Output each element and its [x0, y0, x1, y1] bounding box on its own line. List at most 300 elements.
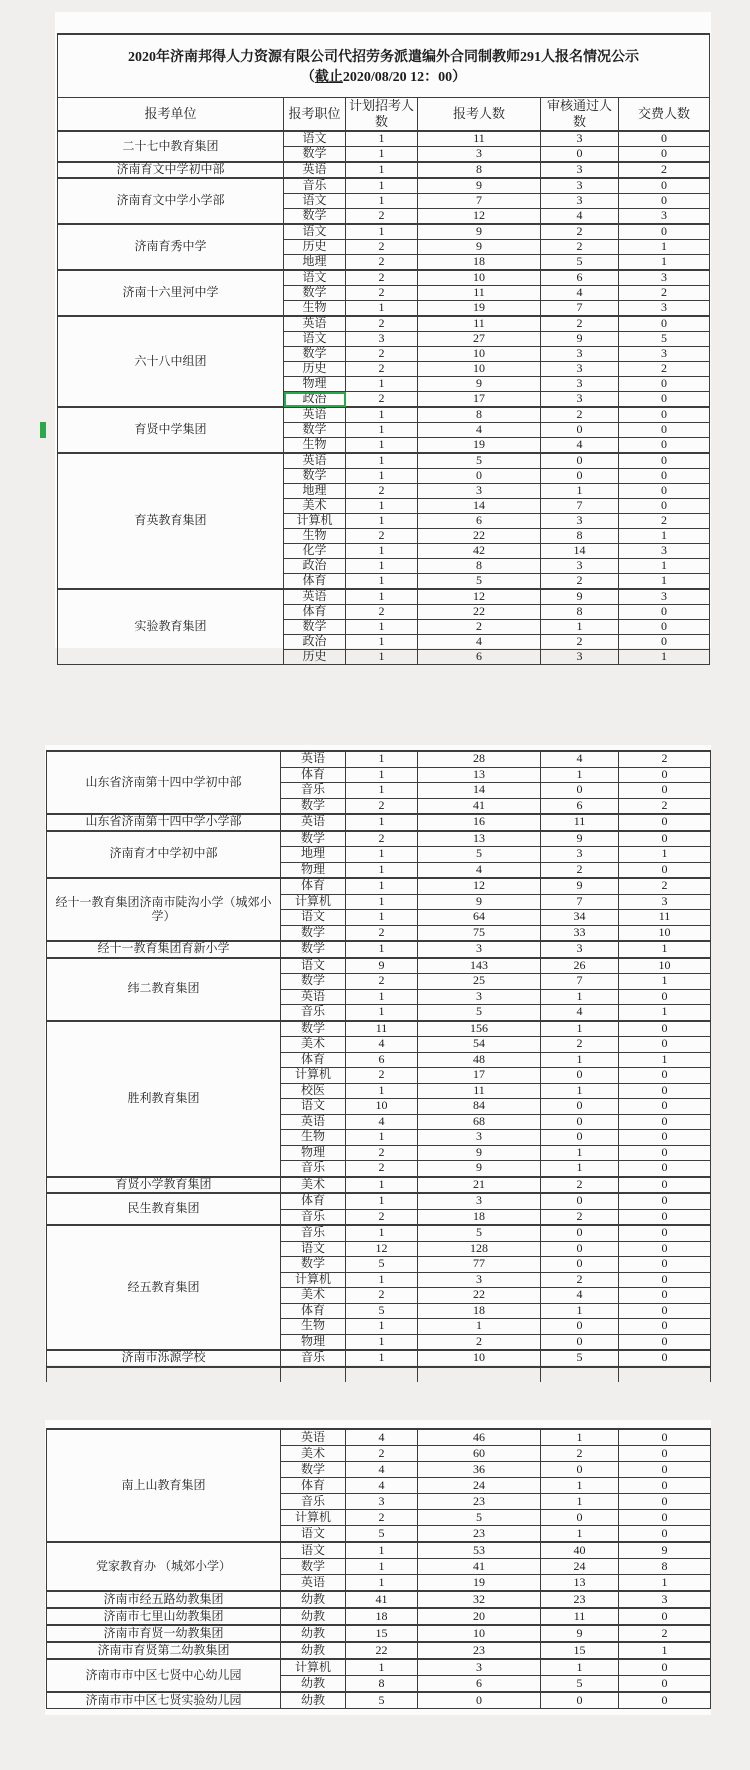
subject-cell: 语文 — [281, 910, 346, 926]
value-cell: 9 — [346, 958, 418, 974]
subject-cell: 数学 — [284, 423, 346, 438]
subject-cell: 历史 — [284, 362, 346, 377]
value-cell: 4 — [346, 1462, 418, 1478]
value-cell: 34 — [541, 910, 619, 926]
subject-cell: 数学 — [281, 831, 346, 847]
subject-cell: 幼教 — [281, 1642, 346, 1659]
value-cell: 1 — [346, 1225, 418, 1241]
value-cell: 3 — [619, 544, 710, 559]
value-cell: 2 — [541, 316, 619, 332]
subject-cell: 音乐 — [281, 1350, 346, 1367]
truncated-row — [47, 1367, 711, 1383]
value-cell: 3 — [619, 347, 710, 362]
value-cell: 0 — [418, 1692, 541, 1709]
value-cell: 10 — [418, 362, 541, 377]
table-row — [47, 1591, 711, 1608]
subject-cell: 音乐 — [284, 178, 346, 194]
subject-cell: 生物 — [281, 1130, 346, 1146]
value-cell: 3 — [346, 332, 418, 347]
subject-cell: 幼教 — [281, 1591, 346, 1608]
table-row — [47, 1642, 711, 1659]
value-cell: 0 — [619, 1161, 711, 1177]
value-cell: 36 — [418, 1462, 541, 1478]
table-row — [47, 1021, 711, 1037]
value-cell: 26 — [541, 958, 619, 974]
value-cell: 0 — [541, 469, 619, 484]
value-cell: 5 — [418, 453, 541, 469]
value-cell: 1 — [541, 1021, 619, 1037]
unit-cell: 济南市育贤第二幼教集团 — [47, 1642, 281, 1659]
value-cell: 10 — [418, 1625, 541, 1642]
unit-cell: 实验教育集团 — [58, 589, 284, 665]
subject-cell: 音乐 — [281, 1209, 346, 1225]
subject-cell: 计算机 — [281, 1659, 346, 1676]
selection-edge-artifact — [40, 422, 46, 438]
value-cell: 1 — [541, 1526, 619, 1543]
value-cell: 1 — [346, 1272, 418, 1288]
table-row — [58, 224, 710, 240]
value-cell: 22 — [418, 529, 541, 544]
value-cell: 0 — [619, 1037, 711, 1053]
value-cell: 2 — [346, 798, 418, 814]
subject-cell: 地理 — [284, 255, 346, 271]
value-cell: 0 — [619, 178, 710, 194]
value-cell: 2 — [346, 347, 418, 362]
subject-cell: 美术 — [281, 1037, 346, 1053]
subject-cell: 英语 — [281, 1429, 346, 1446]
value-cell: 6 — [541, 798, 619, 814]
value-cell: 2 — [346, 605, 418, 620]
value-cell: 1 — [346, 783, 418, 799]
subject-cell: 校医 — [281, 1083, 346, 1099]
table-block-1 — [55, 12, 711, 664]
col-header-paid: 交费人数 — [619, 98, 710, 132]
value-cell: 8 — [418, 407, 541, 423]
empty-cell — [346, 1367, 418, 1383]
unit-cell: 济南市育贤一幼教集团 — [47, 1625, 281, 1642]
subject-cell: 体育 — [281, 1193, 346, 1209]
value-cell: 3 — [541, 377, 619, 392]
value-cell: 2 — [541, 635, 619, 650]
value-cell: 1 — [346, 635, 418, 650]
value-cell: 5 — [541, 1676, 619, 1693]
value-cell: 13 — [418, 831, 541, 847]
value-cell: 0 — [619, 1303, 711, 1319]
subject-cell: 语文 — [284, 332, 346, 347]
unit-cell: 济南育文中学小学部 — [58, 178, 284, 224]
subject-cell: 英语 — [284, 316, 346, 332]
unit-cell: 济南育才中学初中部 — [47, 831, 281, 879]
subject-cell: 英语 — [284, 589, 346, 605]
value-cell: 0 — [619, 605, 710, 620]
value-cell: 6 — [346, 1052, 418, 1068]
value-cell: 5 — [346, 1526, 418, 1543]
empty-cell — [47, 1367, 281, 1383]
value-cell: 0 — [541, 1319, 619, 1335]
value-cell: 2 — [541, 240, 619, 255]
subject-cell: 数学 — [284, 286, 346, 301]
unit-cell: 南上山教育集团 — [47, 1429, 281, 1542]
subject-cell: 数学 — [284, 620, 346, 635]
subject-cell: 英语 — [284, 453, 346, 469]
value-cell: 1 — [346, 514, 418, 529]
value-cell: 1 — [346, 814, 418, 831]
value-cell: 1 — [346, 1177, 418, 1194]
subject-cell: 数学 — [284, 347, 346, 362]
value-cell: 6 — [418, 1676, 541, 1693]
value-cell: 5 — [418, 1005, 541, 1021]
subject-cell: 政治 — [284, 559, 346, 574]
table-row — [47, 1542, 711, 1559]
value-cell: 1 — [346, 499, 418, 514]
subject-cell: 语文 — [284, 131, 346, 147]
value-cell: 4 — [541, 286, 619, 301]
value-cell: 54 — [418, 1037, 541, 1053]
value-cell: 0 — [619, 1478, 711, 1494]
unit-cell: 胜利教育集团 — [47, 1021, 281, 1177]
value-cell: 1 — [619, 941, 711, 958]
value-cell: 2 — [541, 574, 619, 590]
subject-cell: 数学 — [284, 469, 346, 484]
value-cell: 75 — [418, 925, 541, 941]
value-cell: 22 — [418, 1288, 541, 1304]
value-cell: 1 — [541, 767, 619, 783]
table-row — [47, 941, 711, 958]
value-cell: 1 — [541, 484, 619, 499]
value-cell: 0 — [418, 469, 541, 484]
value-cell: 5 — [418, 1225, 541, 1241]
value-cell: 0 — [619, 1659, 711, 1676]
notice-title — [58, 34, 710, 98]
value-cell: 1 — [346, 1083, 418, 1099]
value-cell: 1 — [418, 1319, 541, 1335]
subject-cell: 英语 — [281, 989, 346, 1005]
subject-cell: 数学 — [281, 925, 346, 941]
value-cell: 19 — [418, 438, 541, 454]
value-cell: 0 — [619, 377, 710, 392]
value-cell: 4 — [418, 635, 541, 650]
unit-cell: 山东省济南第十四中学初中部 — [47, 751, 281, 814]
value-cell: 18 — [418, 1209, 541, 1225]
unit-cell: 济南市市中区七贤实验幼儿园 — [47, 1692, 281, 1709]
value-cell: 1 — [346, 544, 418, 559]
value-cell: 0 — [541, 1068, 619, 1084]
value-cell: 0 — [619, 767, 711, 783]
table-row — [47, 1429, 711, 1446]
value-cell: 1 — [346, 941, 418, 958]
table-row — [47, 751, 711, 767]
value-cell: 1 — [619, 1052, 711, 1068]
value-cell: 18 — [418, 255, 541, 271]
value-cell: 8 — [346, 1676, 418, 1693]
value-cell: 0 — [619, 392, 710, 408]
value-cell: 3 — [418, 147, 541, 163]
value-cell: 4 — [541, 751, 619, 767]
unit-cell: 六十八中组团 — [58, 316, 284, 407]
subject-cell: 数学 — [281, 1462, 346, 1478]
table-row — [47, 1177, 711, 1194]
value-cell: 0 — [619, 814, 711, 831]
value-cell: 2 — [541, 1177, 619, 1194]
value-cell: 11 — [541, 1608, 619, 1625]
value-cell: 7 — [541, 499, 619, 514]
value-cell: 11 — [346, 1021, 418, 1037]
value-cell: 128 — [418, 1241, 541, 1257]
subject-cell: 历史 — [284, 650, 346, 665]
value-cell: 23 — [541, 1591, 619, 1608]
value-cell: 2 — [541, 1446, 619, 1462]
table-row — [58, 589, 710, 605]
value-cell: 11 — [418, 131, 541, 147]
value-cell: 0 — [619, 989, 711, 1005]
subject-cell: 数学 — [281, 1559, 346, 1575]
subject-cell: 生物 — [284, 529, 346, 544]
value-cell: 3 — [541, 559, 619, 574]
value-cell: 3 — [418, 941, 541, 958]
value-cell: 3 — [418, 484, 541, 499]
subject-cell: 生物 — [281, 1319, 346, 1335]
value-cell: 0 — [541, 1510, 619, 1526]
value-cell: 1 — [346, 162, 418, 178]
subject-cell: 物理 — [281, 862, 346, 878]
value-cell: 3 — [541, 392, 619, 408]
value-cell: 3 — [418, 1193, 541, 1209]
value-cell: 1 — [346, 469, 418, 484]
subject-cell: 政治 — [284, 635, 346, 650]
value-cell: 0 — [619, 1068, 711, 1084]
value-cell: 7 — [541, 894, 619, 910]
value-cell: 3 — [418, 1130, 541, 1146]
subject-cell: 幼教 — [281, 1692, 346, 1709]
value-cell: 1 — [346, 224, 418, 240]
notice-title-line2: （截止2020/08/20 12：00） — [300, 70, 467, 85]
value-cell: 0 — [619, 1241, 711, 1257]
recruitment-table-page-2 — [46, 750, 711, 1382]
value-cell: 2 — [346, 270, 418, 286]
value-cell: 0 — [619, 1526, 711, 1543]
value-cell: 0 — [619, 620, 710, 635]
table-row — [47, 1225, 711, 1241]
value-cell: 64 — [418, 910, 541, 926]
value-cell: 9 — [418, 1161, 541, 1177]
value-cell: 2 — [346, 286, 418, 301]
value-cell: 1 — [346, 767, 418, 783]
value-cell: 1 — [619, 847, 711, 863]
subject-cell: 英语 — [281, 1575, 346, 1592]
col-header-position: 报考职位 — [284, 98, 346, 132]
value-cell: 9 — [418, 894, 541, 910]
selected-cell[interactable]: 政治 — [284, 392, 346, 408]
value-cell: 0 — [541, 1462, 619, 1478]
subject-cell: 体育 — [281, 1052, 346, 1068]
value-cell: 2 — [541, 224, 619, 240]
value-cell: 5 — [541, 255, 619, 271]
value-cell: 0 — [619, 1334, 711, 1350]
value-cell: 10 — [418, 1350, 541, 1367]
value-cell: 2 — [418, 1334, 541, 1350]
value-cell: 18 — [346, 1608, 418, 1625]
value-cell: 1 — [346, 574, 418, 590]
value-cell: 60 — [418, 1446, 541, 1462]
value-cell: 0 — [619, 131, 710, 147]
value-cell: 5 — [346, 1303, 418, 1319]
value-cell: 23 — [418, 1642, 541, 1659]
value-cell: 6 — [418, 514, 541, 529]
subject-cell: 生物 — [284, 301, 346, 317]
subject-cell: 语文 — [281, 1241, 346, 1257]
subject-cell: 体育 — [284, 574, 346, 590]
value-cell: 0 — [619, 783, 711, 799]
value-cell: 1 — [541, 1659, 619, 1676]
value-cell: 1 — [541, 1161, 619, 1177]
unit-cell: 济南市七里山幼教集团 — [47, 1608, 281, 1625]
value-cell: 0 — [619, 1193, 711, 1209]
value-cell: 2 — [541, 1272, 619, 1288]
value-cell: 1 — [541, 1052, 619, 1068]
value-cell: 3 — [619, 589, 710, 605]
value-cell: 42 — [418, 544, 541, 559]
value-cell: 0 — [619, 1099, 711, 1115]
unit-cell: 济南育秀中学 — [58, 224, 284, 270]
value-cell: 14 — [418, 499, 541, 514]
value-cell: 1 — [619, 1642, 711, 1659]
value-cell: 1 — [541, 1478, 619, 1494]
value-cell: 13 — [418, 767, 541, 783]
value-cell: 14 — [541, 544, 619, 559]
value-cell: 1 — [346, 1334, 418, 1350]
value-cell: 0 — [619, 1288, 711, 1304]
value-cell: 1 — [346, 147, 418, 163]
value-cell: 2 — [619, 1625, 711, 1642]
value-cell: 0 — [619, 469, 710, 484]
value-cell: 0 — [619, 1494, 711, 1510]
empty-cell — [418, 1367, 541, 1383]
value-cell: 0 — [619, 1319, 711, 1335]
value-cell: 20 — [418, 1608, 541, 1625]
table-row — [58, 316, 710, 332]
subject-cell: 语文 — [281, 958, 346, 974]
unit-cell: 育英教育集团 — [58, 453, 284, 589]
value-cell: 2 — [541, 1209, 619, 1225]
subject-cell: 音乐 — [281, 1005, 346, 1021]
value-cell: 10 — [619, 925, 711, 941]
value-cell: 9 — [541, 878, 619, 894]
value-cell: 3 — [541, 847, 619, 863]
value-cell: 5 — [619, 332, 710, 347]
value-cell: 2 — [346, 925, 418, 941]
value-cell: 1 — [346, 559, 418, 574]
value-cell: 2 — [619, 162, 710, 178]
subject-cell: 计算机 — [281, 1068, 346, 1084]
value-cell: 2 — [619, 798, 711, 814]
subject-cell: 语文 — [281, 1526, 346, 1543]
value-cell: 3 — [541, 941, 619, 958]
value-cell: 1 — [346, 878, 418, 894]
table-row — [47, 1608, 711, 1625]
table-row — [58, 131, 710, 147]
value-cell: 1 — [541, 1303, 619, 1319]
subject-cell: 音乐 — [281, 1494, 346, 1510]
value-cell: 1 — [346, 407, 418, 423]
value-cell: 2 — [619, 514, 710, 529]
value-cell: 3 — [346, 1494, 418, 1510]
value-cell: 3 — [541, 650, 619, 665]
value-cell: 4 — [541, 209, 619, 225]
value-cell: 1 — [346, 453, 418, 469]
value-cell: 0 — [619, 635, 710, 650]
value-cell: 2 — [346, 1446, 418, 1462]
value-cell: 7 — [541, 974, 619, 990]
value-cell: 28 — [418, 751, 541, 767]
value-cell: 9 — [418, 240, 541, 255]
value-cell: 5 — [418, 574, 541, 590]
value-cell: 1 — [619, 559, 710, 574]
value-cell: 22 — [346, 1642, 418, 1659]
value-cell: 0 — [619, 423, 710, 438]
value-cell: 27 — [418, 332, 541, 347]
subject-cell: 幼教 — [281, 1676, 346, 1693]
value-cell: 2 — [346, 529, 418, 544]
value-cell: 2 — [541, 862, 619, 878]
subject-cell: 地理 — [284, 484, 346, 499]
subject-cell: 英语 — [284, 162, 346, 178]
table-block-2 — [45, 745, 711, 1365]
empty-cell — [619, 1367, 711, 1383]
subject-cell: 计算机 — [281, 894, 346, 910]
value-cell: 143 — [418, 958, 541, 974]
table-row — [47, 1625, 711, 1642]
value-cell: 8 — [619, 1559, 711, 1575]
value-cell: 0 — [541, 453, 619, 469]
value-cell: 2 — [346, 1288, 418, 1304]
value-cell: 3 — [418, 1659, 541, 1676]
value-cell: 1 — [346, 620, 418, 635]
value-cell: 0 — [541, 1130, 619, 1146]
subject-cell: 体育 — [284, 605, 346, 620]
value-cell: 14 — [418, 783, 541, 799]
value-cell: 2 — [541, 1037, 619, 1053]
value-cell: 9 — [418, 224, 541, 240]
value-cell: 2 — [346, 1209, 418, 1225]
subject-cell: 英语 — [281, 1114, 346, 1130]
notice-title-line1: 2020年济南邦得人力资源有限公司代招劳务派遣编外合同制教师291人报名情况公示 — [128, 50, 640, 65]
unit-cell: 二十七中教育集团 — [58, 131, 284, 162]
subject-cell: 计算机 — [281, 1272, 346, 1288]
value-cell: 1 — [346, 423, 418, 438]
value-cell: 0 — [619, 1209, 711, 1225]
value-cell: 0 — [619, 1350, 711, 1367]
value-cell: 77 — [418, 1257, 541, 1273]
value-cell: 1 — [541, 989, 619, 1005]
value-cell: 8 — [418, 559, 541, 574]
value-cell: 1 — [619, 1005, 711, 1021]
table-row — [58, 162, 710, 178]
unit-cell: 济南育文中学初中部 — [58, 162, 284, 178]
subject-cell: 音乐 — [281, 1161, 346, 1177]
table-row — [47, 831, 711, 847]
value-cell: 10 — [346, 1099, 418, 1115]
value-cell: 4 — [346, 1114, 418, 1130]
subject-cell: 音乐 — [281, 1225, 346, 1241]
value-cell: 2 — [346, 209, 418, 225]
table-row — [47, 1692, 711, 1709]
table-row — [47, 958, 711, 974]
value-cell: 3 — [541, 514, 619, 529]
value-cell: 2 — [346, 240, 418, 255]
value-cell: 40 — [541, 1542, 619, 1559]
subject-cell: 音乐 — [281, 783, 346, 799]
subject-cell: 体育 — [281, 1303, 346, 1319]
